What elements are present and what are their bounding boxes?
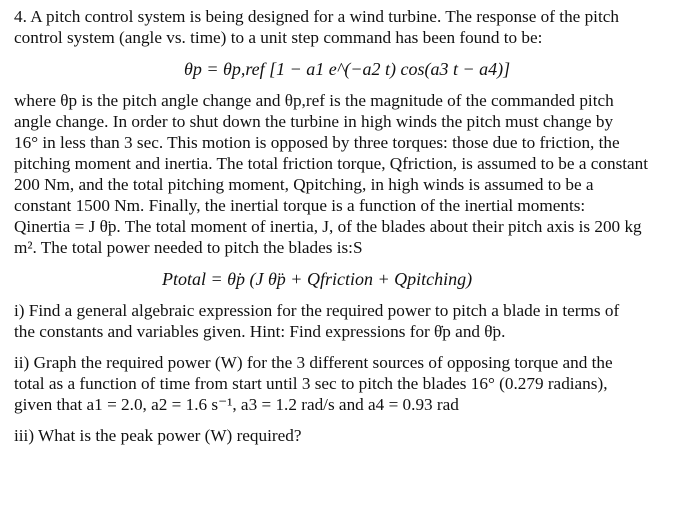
total-power-equation: Ptotal = θ̇p (J θ̈p + Qfriction + Qpitching) <box>162 269 473 289</box>
para-line: pitching moment and inertia. The total friction torque, Qfriction, is assumed to be a constant <box>14 154 649 173</box>
question-line: the constants and variables given. Hint: Find expressions for θ̇p and θ̈p. <box>14 322 506 341</box>
para-line: 200 Nm, and the total pitching moment, Qpitching, in high winds is assumed to be a <box>14 175 594 194</box>
step-response-equation: θp = θp,ref [1 − a1 e^(−a2 t) cos(a3 t − a4)] <box>184 59 511 79</box>
para-line: angle change. In order to shut down the turbine in high winds the pitch must change by <box>14 112 614 131</box>
question-line: i) Find a general algebraic expression for the required power to pitch a blade in terms of <box>14 301 620 320</box>
question-line: given that a1 = 2.0, a2 = 1.6 s⁻¹, a3 = 1.2 rad/s and a4 = 0.93 rad <box>14 395 459 414</box>
para-line: 16° in less than 3 sec. This motion is opposed by three torques: those due to friction, the <box>14 133 620 152</box>
description-paragraph <box>14 90 686 258</box>
question-iii: iii) What is the peak power (W) required? <box>14 426 302 445</box>
para-line: m². The total power needed to pitch the blades is:S <box>14 238 363 257</box>
question-line: total as a function of time from start until 3 sec to pitch the blades 16° (0.279 radians), <box>14 374 608 393</box>
intro-line-1: 4. A pitch control system is being designed for a wind turbine. The response of the pitch <box>14 7 619 26</box>
question-i <box>14 300 686 342</box>
question-ii <box>14 352 686 415</box>
para-line: Qinertia = J θ̈p. The total moment of inertia, J, of the blades about their pitch axis is 200 kg <box>14 217 642 236</box>
para-line: constant 1500 Nm. Finally, the inertial torque is a function of the inertial moments: <box>14 196 586 215</box>
intro-line-2: control system (angle vs. time) to a unit step command has been found to be: <box>14 28 543 47</box>
question-line: ii) Graph the required power (W) for the 3 different sources of opposing torque and the <box>14 353 613 372</box>
para-line: where θp is the pitch angle change and θp,ref is the magnitude of the commanded pitch <box>14 91 614 110</box>
